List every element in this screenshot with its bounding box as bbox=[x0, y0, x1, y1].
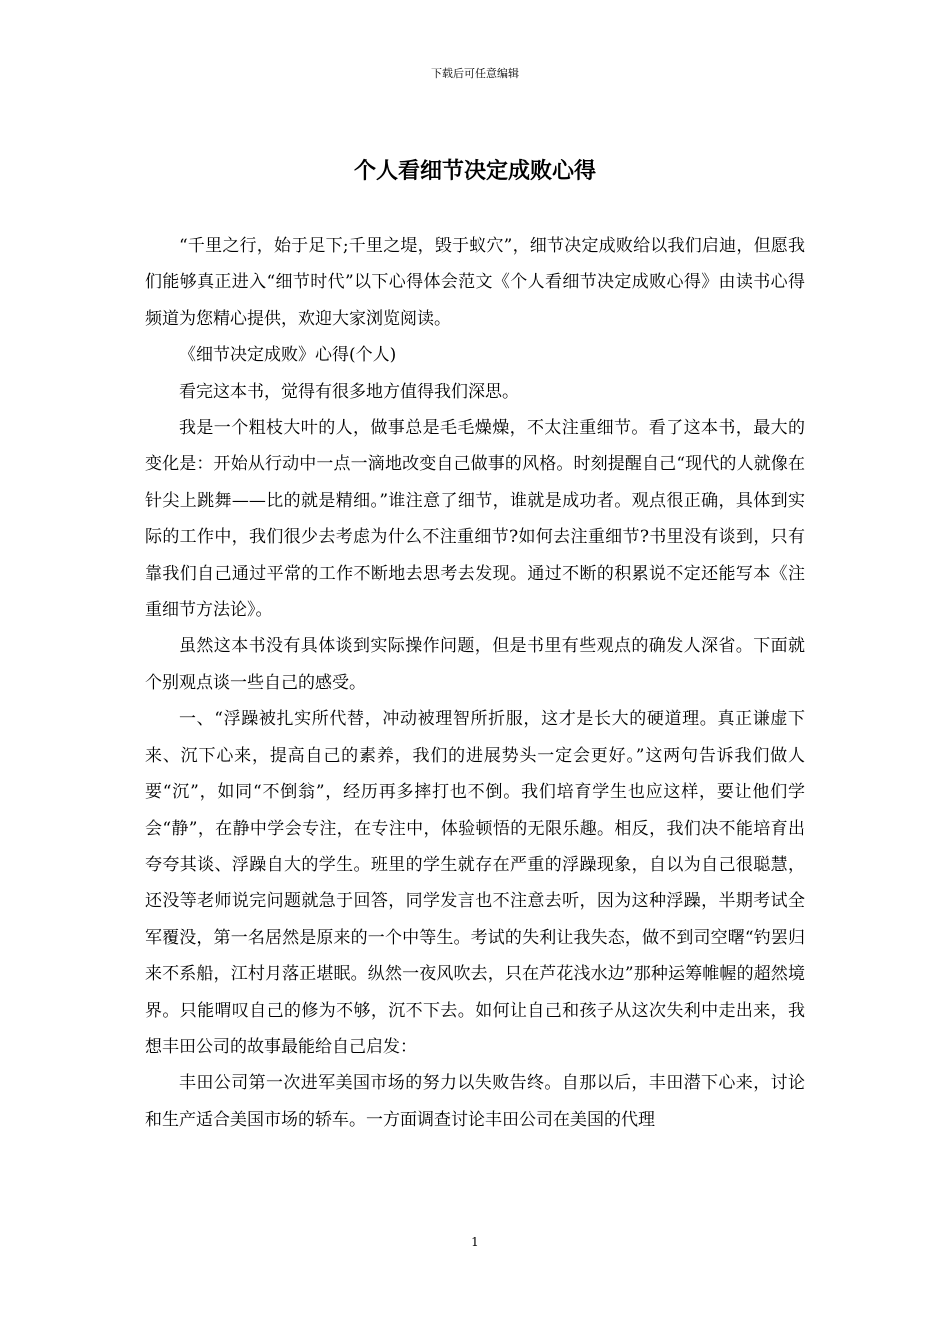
paragraph-3: 我是一个粗枝大叶的人，做事总是毛毛燥燥，不太注重细节。看了这本书，最大的变化是：开始从行动中一点一滴地改变自己做事的风格。时刻提醒自己“现代的人就像在针尖上跳舞——比的就是精细。”谁注意了细节，谁就是成功者。观点很正确，具体到实际的工作中，我们很少去考虑为什么不注重细节?如何去注重细节?书里没有谈到，只有靠我们自己通过平常的工作不断地去思考去发现。通过不断的积累说不定还能写本《注重细节方法论》。 bbox=[145, 418, 805, 621]
paragraph-6: 丰田公司第一次进军美国市场的努力以失败告终。自那以后，丰田潜下心来，讨论和生产适合美国市场的轿车。一方面调查讨论丰田公司在美国的代理 bbox=[145, 1073, 805, 1130]
page-number: 1 bbox=[471, 1235, 479, 1249]
document-title: 个人看细节决定成败心得 bbox=[353, 158, 596, 184]
paragraph-4: 虽然这本书没有具体谈到实际操作问题，但是书里有些观点的确发人深省。下面就个别观点谈一些自己的感受。 bbox=[145, 636, 805, 693]
paragraph-subtitle: 《细节决定成败》心得(个人) bbox=[179, 345, 397, 366]
page-header: 下载后可任意编辑 bbox=[431, 67, 519, 80]
paragraph-intro: “千里之行，始于足下;千里之堤，毁于蚁穴”，细节决定成败给以我们启迪，但愿我们能够真正进入“细节时代”以下心得体会范文《个人看细节决定成败心得》由读书心得频道为您精心提供，欢迎大家浏览阅读。 bbox=[145, 236, 805, 329]
paragraph-2: 看完这本书，觉得有很多地方值得我们深思。 bbox=[179, 381, 519, 402]
document-body bbox=[145, 228, 805, 1138]
paragraph-5: 一、“浮躁被扎实所代替，冲动被理智所折服，这才是长大的硬道理。真正谦虚下来、沉下心来，提高自己的素养，我们的进展势头一定会更好。”这两句告诉我们做人要“沉”，如同“不倒翁”，经历再多摔打也不倒。我们培育学生也应这样，要让他们学会“静”，在静中学会专注，在专注中，体验顿悟的无限乐趣。相反，我们决不能培育出夸夸其谈、浮躁自大的学生。班里的学生就存在严重的浮躁现象，自以为自己很聪慧，还没等老师说完问题就急于回答，同学发言也不注意去听，因为这种浮躁，半期考试全军覆没，第一名居然是原来的一个中等生。考试的失利让我失态，做不到司空曙“钓罢归来不系船，江村月落正堪眠。纵然一夜风吹去，只在芦花浅水边”那种运筹帷幄的超然境界。只能喟叹自己的修为不够，沉不下去。如何让自己和孩子从这次失利中走出来，我想丰田公司的故事最能给自己启发： bbox=[145, 709, 805, 1057]
